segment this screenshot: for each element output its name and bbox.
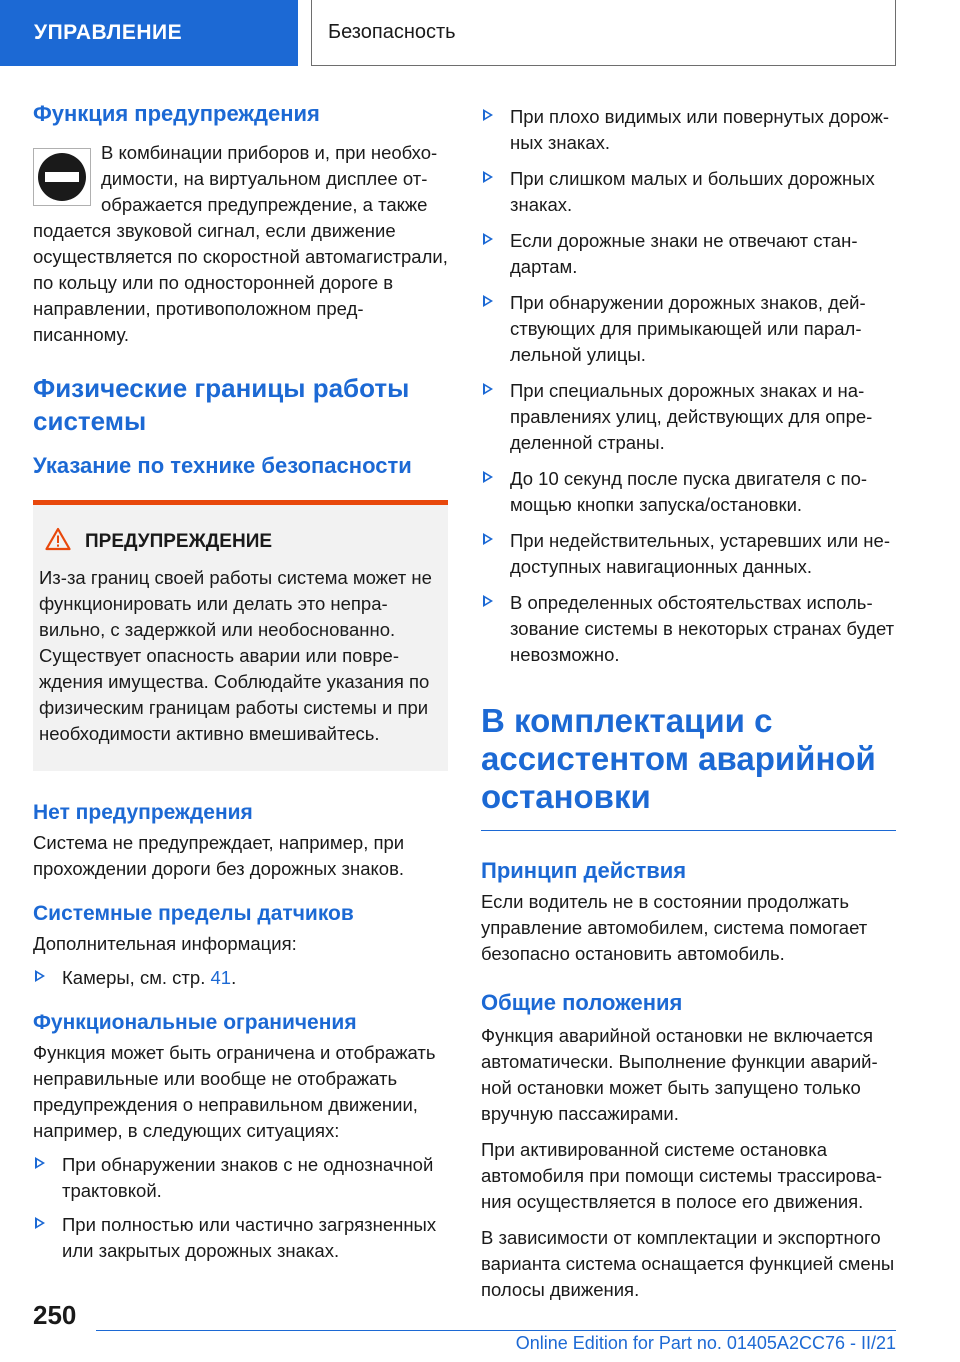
general-text-3: В зависимости от комплектации и экспортного варианта система оснащается функцией смены полосы движения. bbox=[481, 1227, 895, 1300]
right-column bbox=[481, 104, 896, 1303]
warning-box bbox=[33, 500, 448, 771]
no-entry-sign-icon bbox=[33, 148, 91, 206]
list-item-text: В определенных обстоятельствах использование системы в некоторых странах будет невозможно. bbox=[510, 592, 895, 665]
list-item-text: До 10 секунд после пуска двигателя с помощью кнопки запуска/остановки. bbox=[510, 468, 868, 515]
heading-warning-function: Функция предупреждения bbox=[33, 101, 320, 126]
bullet-triangle-icon bbox=[483, 295, 493, 307]
heading-general: Общие положения bbox=[481, 990, 683, 1015]
list-item-text: При слишком малых и больших дорожных знаках. bbox=[510, 168, 875, 215]
section-header bbox=[311, 0, 896, 66]
principle-text: Если водитель не в состоянии продолжать управление автомобилем, система помогает безопасно остановить автомобиль. bbox=[481, 891, 868, 964]
chapter-title: УПРАВЛЕНИЕ bbox=[34, 21, 183, 44]
page-number: 250 bbox=[33, 1300, 77, 1330]
bullet-triangle-icon bbox=[35, 1157, 45, 1169]
list-item bbox=[33, 1212, 448, 1264]
list-item-text: При специальных дорожных знаках и направлениях улиц, действующих для определенной страны. bbox=[510, 380, 873, 453]
bullet-triangle-icon bbox=[35, 1217, 45, 1229]
no-warnings-text: Система не предупреждает, например, при прохождении дороги без дорожных знаков. bbox=[33, 832, 405, 879]
heading-no-warnings: Нет предупреждения bbox=[33, 801, 253, 824]
general-text-2: При активированной системе остановка автомобиля при помощи системы трассирования осуществляется в полосе его движения. bbox=[481, 1139, 883, 1212]
list-item bbox=[481, 104, 896, 156]
bullet-triangle-icon bbox=[483, 471, 493, 483]
heading-rule bbox=[481, 830, 896, 831]
list-item bbox=[481, 290, 896, 368]
bullet-triangle-icon bbox=[483, 233, 493, 245]
list-item-text: Если дорожные знаки не отвечают стандартам. bbox=[510, 230, 858, 277]
heading-principle: Принцип действия bbox=[481, 858, 687, 883]
list-item bbox=[481, 466, 896, 518]
list-item-text: При обнаружении дорожных знаков, действующих для примыкающей или параллельной улицы. bbox=[510, 292, 866, 365]
warning-function-text: В комбинации приборов и, при необходимости, на виртуальном дисплее отображается предупреждение, а также подается звуковой сигнал, если движение осуществляется по скоростной автомагистрали, по кольцу или по односторонней дороге в направлении, противоположном предписанному. bbox=[33, 142, 448, 345]
func-limits-text: Функция может быть ограничена и отображать неправильные или вообще не отображать предупреждения о неправильном движении, например, в следующих ситуациях: bbox=[33, 1042, 436, 1141]
bullet-triangle-icon bbox=[483, 171, 493, 183]
list-item-text: При обнаружении знаков с не однозначной трактовкой. bbox=[62, 1154, 434, 1201]
section-title: Безопасность bbox=[328, 21, 456, 43]
heading-physical-limits: Физические границы работы системы bbox=[33, 373, 410, 436]
func-limits-list-continued bbox=[481, 104, 896, 668]
list-item bbox=[33, 965, 448, 991]
left-column bbox=[33, 100, 448, 1264]
bullet-triangle-icon bbox=[483, 383, 493, 395]
warning-function-block bbox=[33, 140, 448, 348]
heading-safety-note: Указание по технике безопасности bbox=[33, 453, 412, 478]
warning-triangle-icon bbox=[45, 527, 71, 557]
bullet-triangle-icon bbox=[483, 533, 493, 545]
general-text-1: Функция аварийной остановки не включается автоматически. Выполнение функции аварийной остановки может быть запущено только вручную пассажирами. bbox=[481, 1025, 878, 1124]
warning-title: ПРЕДУПРЕЖДЕНИЕ bbox=[85, 531, 273, 552]
list-item bbox=[481, 228, 896, 280]
func-limits-list bbox=[33, 1152, 448, 1264]
sensor-bullet-end: . bbox=[231, 967, 237, 988]
list-item bbox=[481, 378, 896, 456]
page-link-41[interactable]: 41 bbox=[210, 967, 232, 988]
footer-rule bbox=[96, 1330, 896, 1331]
heading-emergency-stop: В комплектации с ассистентом аварийной остановки bbox=[481, 702, 876, 815]
warning-text: Из-за границ своей работы система может не функционировать или делать это неправильно, с задержкой или необоснованно. Существует опасность аварии или повреждения имущества. Соблюдайте указания по физическим границам работы системы и при необходимости активно вмешивайтесь. bbox=[39, 567, 432, 744]
footer-edition: Online Edition for Part no. 01405A2CC76 - II/21 bbox=[515, 1333, 896, 1353]
list-item bbox=[481, 166, 896, 218]
list-item bbox=[33, 1152, 448, 1204]
warning-title-row bbox=[41, 527, 436, 557]
bullet-triangle-icon bbox=[483, 109, 493, 121]
chapter-tab[interactable] bbox=[0, 0, 298, 66]
sensor-limits-list bbox=[33, 965, 448, 991]
list-item-text: При недействительных, устаревших или недоступных навигационных данных. bbox=[510, 530, 890, 577]
sensor-limits-text: Дополнительная информация: bbox=[33, 933, 297, 954]
bullet-triangle-icon bbox=[483, 595, 493, 607]
list-item bbox=[481, 590, 896, 668]
list-item bbox=[481, 528, 896, 580]
heading-sensor-limits: Системные пределы датчиков bbox=[33, 902, 354, 925]
bullet-triangle-icon bbox=[35, 970, 45, 982]
list-item-text: При полностью или частично загрязненных или закрытых дорожных знаках. bbox=[62, 1214, 437, 1261]
sensor-bullet-text: Камеры, см. стр. bbox=[62, 967, 206, 988]
heading-func-limits: Функциональные ограничения bbox=[33, 1011, 357, 1034]
list-item-text: При плохо видимых или повернутых дорожных знаках. bbox=[510, 106, 890, 153]
